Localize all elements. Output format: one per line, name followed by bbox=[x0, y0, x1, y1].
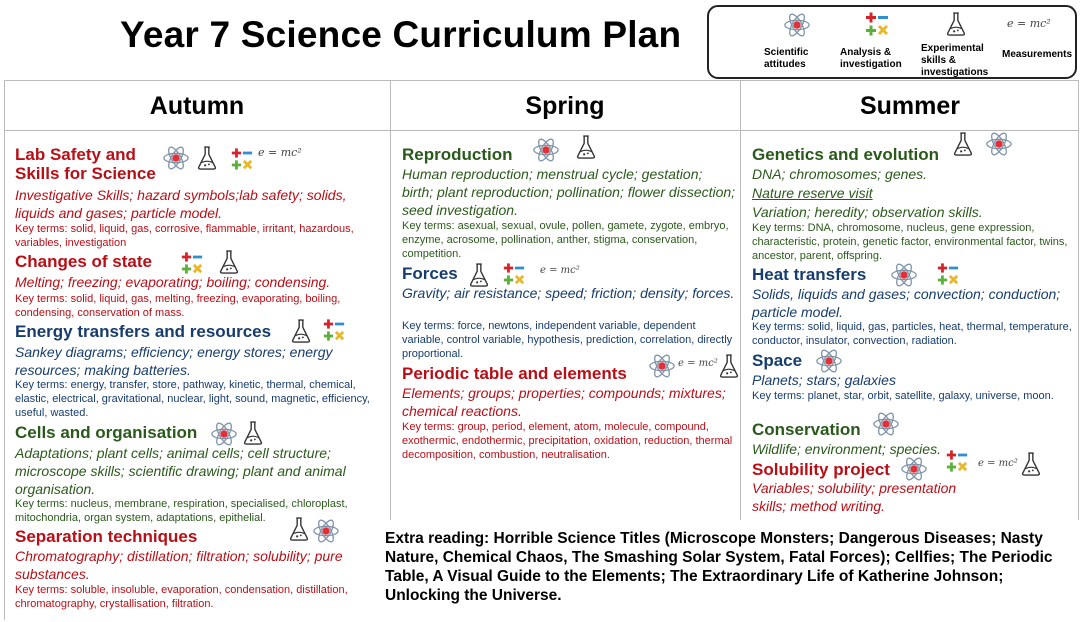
topic-title-energy: Energy transfers and resources bbox=[15, 322, 272, 341]
page-title: Year 7 Science Curriculum Plan bbox=[120, 14, 682, 55]
topic-terms-lab-safety: Key terms: solid, liquid, gas, corrosive, flammable, irritant, hazardous, variables, investigation bbox=[15, 223, 354, 249]
legend-analysis-label: Analysis & investigation bbox=[840, 47, 902, 70]
legend-scientific-label: Scientific attitudes bbox=[764, 47, 809, 70]
topic-title-changes-of-state: Changes of state bbox=[15, 252, 152, 271]
topic-terms-genetics: Key terms: DNA, chromosome, nucleus, gene expression, characteristic, protein, genetic factor, environmental factor, twins, ancestor, parent, offspring. bbox=[752, 222, 1068, 262]
flask-icon bbox=[952, 131, 974, 157]
flask-icon bbox=[575, 134, 597, 160]
column-divider bbox=[4, 80, 5, 620]
topic-desc-cells: Adaptations; plant cells; animal cells; cell structure; microscope skills; scientific drawing; plant and animal organisation. bbox=[15, 445, 346, 497]
formula-icon: e = mc² bbox=[258, 146, 302, 159]
nature-reserve-visit: Nature reserve visit bbox=[752, 185, 873, 201]
atom-icon bbox=[312, 517, 340, 545]
column-divider bbox=[390, 80, 391, 520]
topic-desc-conservation: Wildlife; environment; species. bbox=[752, 441, 941, 457]
column-divider bbox=[1078, 80, 1079, 520]
topic-desc-solubility: Variables; solubility; presentation skills; method writing. bbox=[752, 480, 957, 514]
topic-terms-heat-transfers: Key terms: solid, liquid, gas, particles, heat, thermal, temperature, conductor, insulator, convection, radiation. bbox=[752, 321, 1072, 347]
topic-title-space: Space bbox=[752, 351, 803, 370]
topic-terms-periodic-table: Key terms: group, period, element, atom, molecule, compound, exothermic, endothermic, precipitation, oxidation, reduction, thermal decomposition, combustion, neutralisation. bbox=[402, 421, 733, 461]
topic-terms-forces: Key terms: force, newtons, independent variable, dependent variable, control variable, hypothesis, prediction, correlation, directly proportional. bbox=[402, 320, 733, 360]
topic-desc-reproduction: Human reproduction; menstrual cycle; gestation; birth; plant reproduction; pollination; flower dissection; seed investigation. bbox=[402, 166, 736, 218]
atom-icon bbox=[872, 410, 900, 438]
formula-icon: e = mc² bbox=[978, 458, 1018, 469]
topic-desc-space: Planets; stars; galaxies bbox=[752, 372, 896, 388]
topic-terms-separation: Key terms: soluble, insoluble, evaporation, condensation, distillation, chromatography, crystallisation, filtration. bbox=[15, 584, 348, 610]
atom-icon bbox=[783, 11, 811, 39]
topic-desc-periodic-table: Elements; groups; properties; compounds; mixtures; chemical reactions. bbox=[402, 385, 726, 419]
topic-desc-separation: Chromatography; distillation; filtration; solubility; pure substances. bbox=[15, 548, 343, 582]
math-operations-icon bbox=[945, 449, 969, 473]
math-operations-icon bbox=[180, 251, 204, 275]
flask-icon bbox=[718, 353, 740, 379]
topic-desc-genetics: DNA; chromosomes; genes. bbox=[752, 166, 928, 182]
flask-icon bbox=[218, 249, 240, 275]
flask-icon bbox=[196, 145, 218, 171]
formula-icon: e = mc² bbox=[1007, 17, 1051, 30]
topic-title-cells: Cells and organisation bbox=[15, 423, 198, 442]
flask-icon bbox=[945, 11, 967, 37]
topic-desc-forces: Gravity; air resistance; speed; friction; density; forces. bbox=[402, 285, 735, 301]
flask-icon bbox=[1020, 451, 1042, 477]
atom-icon bbox=[532, 136, 560, 164]
header-divider bbox=[4, 130, 1079, 131]
column-header-autumn: Autumn bbox=[149, 92, 245, 120]
topic-desc-heat-transfers: Solids, liquids and gases; convection; conduction; particle model. bbox=[752, 286, 1061, 320]
topic-title-periodic-table: Periodic table and elements bbox=[402, 364, 627, 383]
flask-icon bbox=[288, 516, 310, 542]
topic-terms-cells: Key terms: nucleus, membrane, respiration, specialised, chloroplast, mitochondria, organ system, adaptations, epithelial. bbox=[15, 498, 348, 524]
math-operations-icon bbox=[502, 262, 526, 286]
formula-icon: e = mc² bbox=[540, 265, 580, 276]
topic-desc-changes-of-state: Melting; freezing; evaporating; boiling; condensing. bbox=[15, 274, 331, 290]
topic-title-genetics: Genetics and evolution bbox=[752, 145, 940, 164]
legend-experimental-label: Experimental skills & investigations bbox=[921, 43, 989, 78]
column-header-summer: Summer bbox=[859, 92, 961, 120]
topic-title-heat-transfers: Heat transfers bbox=[752, 265, 867, 284]
flask-icon bbox=[242, 420, 264, 446]
atom-icon bbox=[162, 144, 190, 172]
topic-title-solubility: Solubility project bbox=[752, 460, 890, 479]
legend-measurements-label: Measurements bbox=[1002, 49, 1073, 60]
flask-icon bbox=[290, 318, 312, 344]
math-operations-icon bbox=[322, 318, 346, 342]
topic-title-separation: Separation techniques bbox=[15, 527, 198, 546]
math-operations-icon bbox=[936, 262, 960, 286]
topic-terms-reproduction: Key terms: asexual, sexual, ovule, pollen, gamete, zygote, embryo, enzyme, acrosome, pollination, anther, stigma, conservation, competition. bbox=[402, 220, 729, 260]
atom-icon bbox=[985, 130, 1013, 158]
topic-terms-changes-of-state: Key terms: solid, liquid, gas, melting, freezing, evaporating, boiling, condensing, conservation of mass. bbox=[15, 293, 341, 319]
topic-terms-energy: Key terms: energy, transfer, store, pathway, kinetic, thermal, chemical, elastic, electrical, gravitational, nuclear, light, sound, magnetic, efficiency, useful, wasted. bbox=[15, 379, 370, 419]
topic-desc2-genetics: Variation; heredity; observation skills. bbox=[752, 204, 983, 220]
atom-icon bbox=[648, 352, 676, 380]
math-operations-icon bbox=[230, 147, 254, 171]
topic-title-reproduction: Reproduction bbox=[402, 145, 513, 164]
topic-title-conservation: Conservation bbox=[752, 420, 861, 439]
topic-desc-lab-safety: Investigative Skills; hazard symbols;lab safety; solids, liquids and gases; particle model. bbox=[15, 187, 347, 221]
legend-box bbox=[707, 5, 1077, 79]
topic-terms-space: Key terms: planet, star, orbit, satellite, galaxy, universe, moon. bbox=[752, 390, 1054, 402]
formula-icon: e = mc² bbox=[678, 358, 718, 369]
topic-desc-energy: Sankey diagrams; efficiency; energy stores; energy resources; making batteries. bbox=[15, 344, 333, 378]
math-operations-icon bbox=[864, 11, 890, 37]
column-divider bbox=[740, 80, 741, 520]
topic-title-forces: Forces bbox=[402, 264, 458, 283]
column-header-spring: Spring bbox=[525, 92, 605, 120]
topic-title-lab-safety: Lab Safety and Skills for Science bbox=[15, 145, 156, 183]
extra-reading: Extra reading: Horrible Science Titles (Microscope Monsters; Dangerous Diseases; Nasty Nature, Chemical Chaos, The Smashing Solar System, Fatal Forces); Cellfies; The Periodic Table, A Visual Guide to the Elements; The Extraordinary Life of Katherine Johnson; Unlocking the Universe. bbox=[385, 530, 1053, 604]
